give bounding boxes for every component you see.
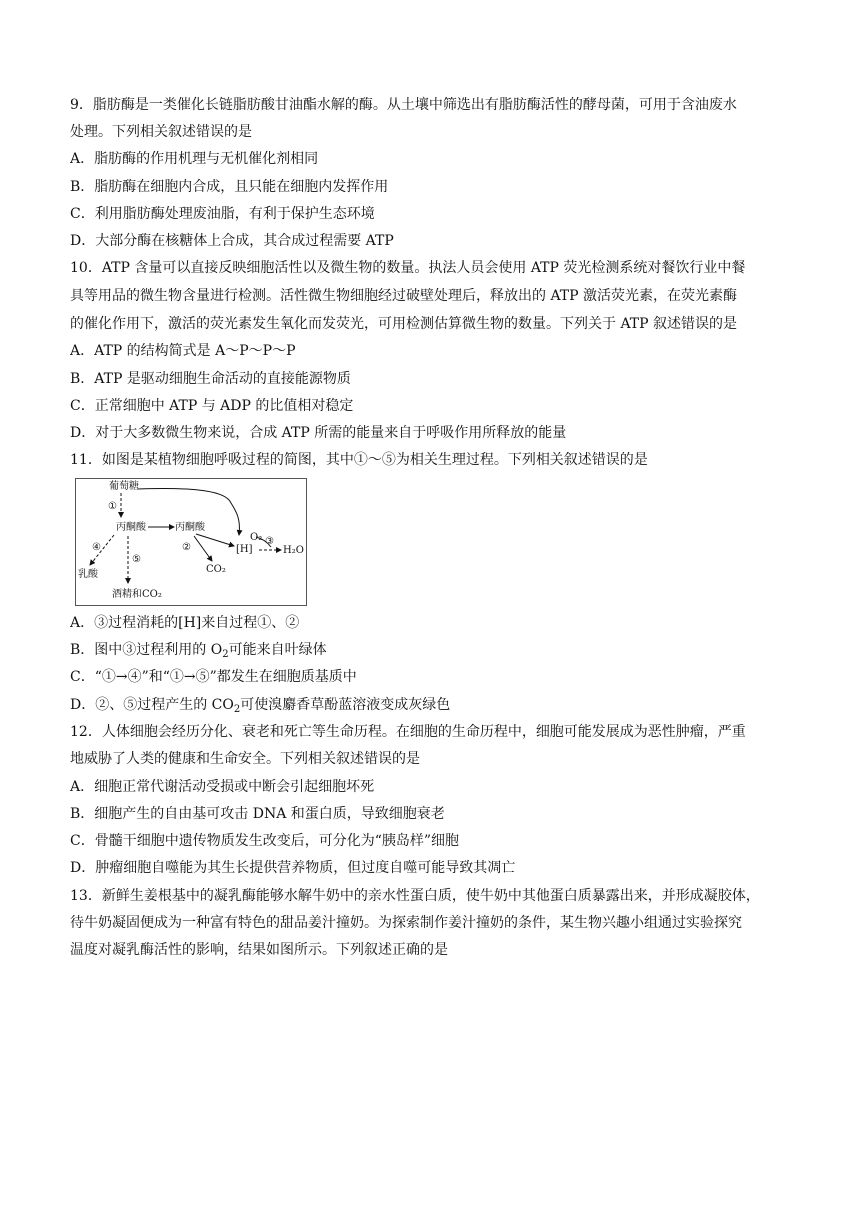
arrow-pyruvate-to-h — [196, 534, 234, 546]
q11-option-c: C．“①→④”和“①→⑤”都发生在细胞质基质中 — [70, 669, 357, 685]
q11-option-b-post: 可能来自叶绿体 — [228, 642, 327, 658]
q12-option-c: C．骨髓干细胞中遗传物质发生改变后，可分化为“胰岛样”细胞 — [70, 833, 460, 849]
respiration-diagram — [75, 478, 307, 606]
q9-stem-line-2: 处理。下列相关叙述错误的是 — [70, 124, 252, 140]
q10-stem-line-3: 的催化作用下，激活的荧光素发生氧化而发荧光，可用检测估算微生物的数量。下列关于 ATP 叙述错误的是 — [70, 316, 738, 332]
q13-stem-line-3: 温度对凝乳酶活性的影响，结果如图所示。下列叙述正确的是 — [70, 942, 448, 958]
label-process-1: ① — [108, 501, 117, 512]
q13-stem-line-2: 待牛奶凝固便成为一种富有特色的甜品姜汁撞奶。为探索制作姜汁撞奶的条件，某生物兴趣小组通过实验探究 — [70, 915, 742, 931]
label-process-4: ④ — [92, 542, 101, 553]
label-process-2: ② — [182, 542, 191, 553]
q12-option-d: D．肿瘤细胞自噬能为其生长提供营养物质，但过度自噬可能导致其凋亡 — [70, 860, 516, 876]
q11-option-d — [70, 696, 450, 714]
q9-option-b: B．脂肪酶在细胞内合成，且只能在细胞内发挥作用 — [70, 179, 389, 195]
q10-stem-line-2: 具等用品的微生物含量进行检测。活性微生物细胞经过破壁处理后，释放出的 ATP 激活荧光素，在荧光素酶 — [70, 288, 738, 304]
label-process-3: ③ — [265, 536, 274, 547]
q10-option-d: D．对于大多数微生物来说，合成 ATP 所需的能量来自于呼吸作用所释放的能量 — [70, 425, 567, 441]
label-h2o: H₂O — [283, 545, 304, 556]
label-o2: O₂ — [250, 532, 263, 543]
q11-option-d-sub: 2 — [233, 704, 241, 715]
label-alcohol-co2: 酒精和CO₂ — [112, 589, 162, 600]
label-h: [H] — [236, 544, 253, 555]
q11-option-a: A．③过程消耗的[H]来自过程①、② — [70, 615, 300, 631]
label-process-5: ⑤ — [132, 554, 141, 565]
q10-option-a: A．ATP 的结构简式是 A～P～P～P — [70, 343, 296, 359]
q11-option-b-sub: 2 — [222, 649, 229, 660]
q9-option-d: D．大部分酶在核糖体上合成，其合成过程需要 ATP — [70, 233, 394, 249]
label-glucose: 葡萄糖 — [109, 481, 139, 492]
q10-stem-line-1: 10．ATP 含量可以直接反映细胞活性以及微生物的数量。执法人员会使用 ATP 荧光检测系统对餐饮行业中餐 — [70, 260, 746, 276]
q10-option-c: C．正常细胞中 ATP 与 ADP 的比值相对稳定 — [70, 398, 354, 414]
q9-option-a: A．脂肪酶的作用机理与无机催化剂相同 — [70, 151, 319, 167]
arrow-pyruvate-to-co2 — [194, 536, 212, 561]
q11-option-d-post: 可使溴麝香草酚蓝溶液变成灰绿色 — [240, 697, 451, 713]
q12-option-b: B．细胞产生的自由基可攻击 DNA 和蛋白质，导致细胞衰老 — [70, 806, 445, 822]
label-co2: CO₂ — [206, 564, 226, 575]
label-lactic-acid: 乳酸 — [78, 569, 98, 580]
q13-stem-line-1: 13．新鲜生姜根基中的凝乳酶能够水解牛奶中的亲水性蛋白质，使牛奶中其他蛋白质暴露出来，并形成凝胶体， — [70, 888, 760, 904]
q12-option-a: A．细胞正常代谢活动受损或中断会引起细胞坏死 — [70, 779, 375, 795]
q11-option-d-pre: D．②、⑤过程产生的 CO — [70, 697, 234, 713]
q11-stem: 11．如图是某植物细胞呼吸过程的简图，其中①～⑤为相关生理过程。下列相关叙述错误的是 — [70, 452, 648, 468]
q11-option-b — [70, 641, 327, 659]
q12-stem-line-2: 地威胁了人类的健康和生命安全。下列相关叙述错误的是 — [70, 751, 420, 767]
label-pyruvate-2: 丙酮酸 — [175, 522, 205, 533]
q9-stem-line-1: 9．脂肪酶是一类催化长链脂肪酸甘油酯水解的酶。从土壤中筛选出有脂肪酶活性的酵母菌，可用于含油废水 — [70, 97, 737, 113]
q12-stem-line-1: 12．人体细胞会经历分化、衰老和死亡等生命历程。在细胞的生命历程中，细胞可能发展成为恶性肿瘤，严重 — [70, 724, 746, 740]
q11-option-b-pre: B．图中③过程利用的 O — [70, 642, 223, 658]
q9-option-c: C．利用脂肪酶处理废油脂，有利于保护生态环境 — [70, 206, 375, 222]
label-pyruvate-1: 丙酮酸 — [116, 522, 146, 533]
q10-option-b: B．ATP 是驱动细胞生命活动的直接能源物质 — [70, 371, 351, 387]
